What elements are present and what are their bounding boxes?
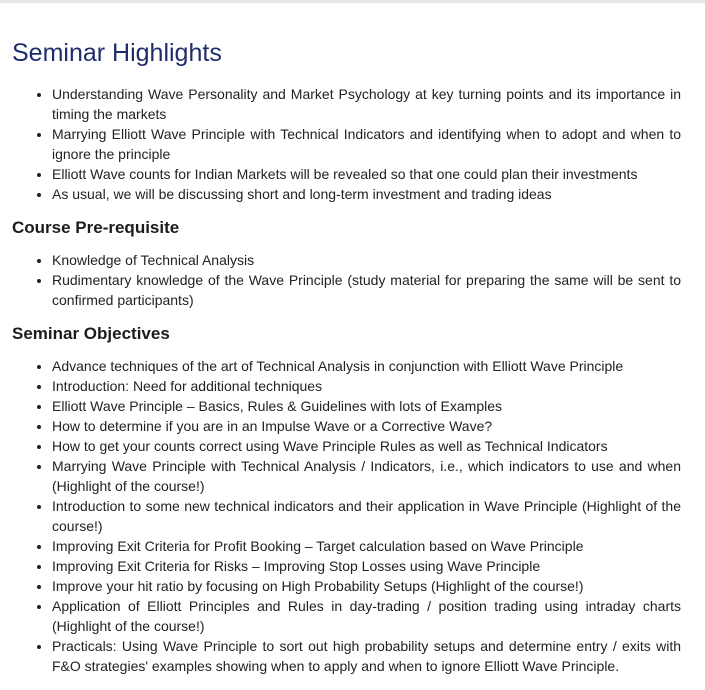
article-content [12, 36, 681, 676]
list-item: • How to get your counts correct using Wave Principle Rules as well as Technical Indicators [52, 436, 681, 456]
list-item: • Elliott Wave counts for Indian Markets will be revealed so that one could plan their investments [52, 164, 681, 184]
list-item: • Marrying Wave Principle with Technical Analysis / Indicators, i.e., which indicators to use and when (Highlight of the course!) [52, 456, 681, 496]
page-title: Seminar Highlights [12, 39, 222, 67]
list-item: • Elliott Wave Principle – Basics, Rules & Guidelines with lots of Examples [52, 396, 681, 416]
list-item: • Practicals: Using Wave Principle to sort out high probability setups and determine entry / exits with F&O strategies' examples showing when to apply and when to ignore Elliott Wave Principle. [52, 636, 681, 676]
objectives-heading: Seminar Objectives [12, 324, 170, 343]
list-item: • Improve your hit ratio by focusing on High Probability Setups (Highlight of the course!) [52, 576, 681, 596]
list-item: • Understanding Wave Personality and Market Psychology at key turning points and its importance in timing the markets [52, 84, 681, 124]
objectives-list [12, 356, 681, 676]
list-item: • Application of Elliott Principles and Rules in day-trading / position trading using intraday charts (Highlight of the course!) [52, 596, 681, 636]
prerequisite-heading: Course Pre-requisite [12, 218, 180, 237]
list-item: • Improving Exit Criteria for Risks – Improving Stop Losses using Wave Principle [52, 556, 681, 576]
top-divider [0, 0, 705, 3]
list-item: • Introduction: Need for additional techniques [52, 376, 681, 396]
prerequisite-list [12, 250, 681, 310]
highlights-list [12, 84, 681, 204]
list-item: • How to determine if you are in an Impulse Wave or a Corrective Wave? [52, 416, 681, 436]
list-item: • Marrying Elliott Wave Principle with Technical Indicators and identifying when to adopt and when to ignore the principle [52, 124, 681, 164]
list-item: • Rudimentary knowledge of the Wave Principle (study material for preparing the same will be sent to confirmed participants) [52, 270, 681, 310]
list-item: • Introduction to some new technical indicators and their application in Wave Principle (Highlight of the course!) [52, 496, 681, 536]
list-item: • Advance techniques of the art of Technical Analysis in conjunction with Elliott Wave Principle [52, 356, 681, 376]
list-item: • Knowledge of Technical Analysis [52, 250, 681, 270]
list-item: • Improving Exit Criteria for Profit Booking – Target calculation based on Wave Principle [52, 536, 681, 556]
list-item: • As usual, we will be discussing short and long-term investment and trading ideas [52, 184, 681, 204]
